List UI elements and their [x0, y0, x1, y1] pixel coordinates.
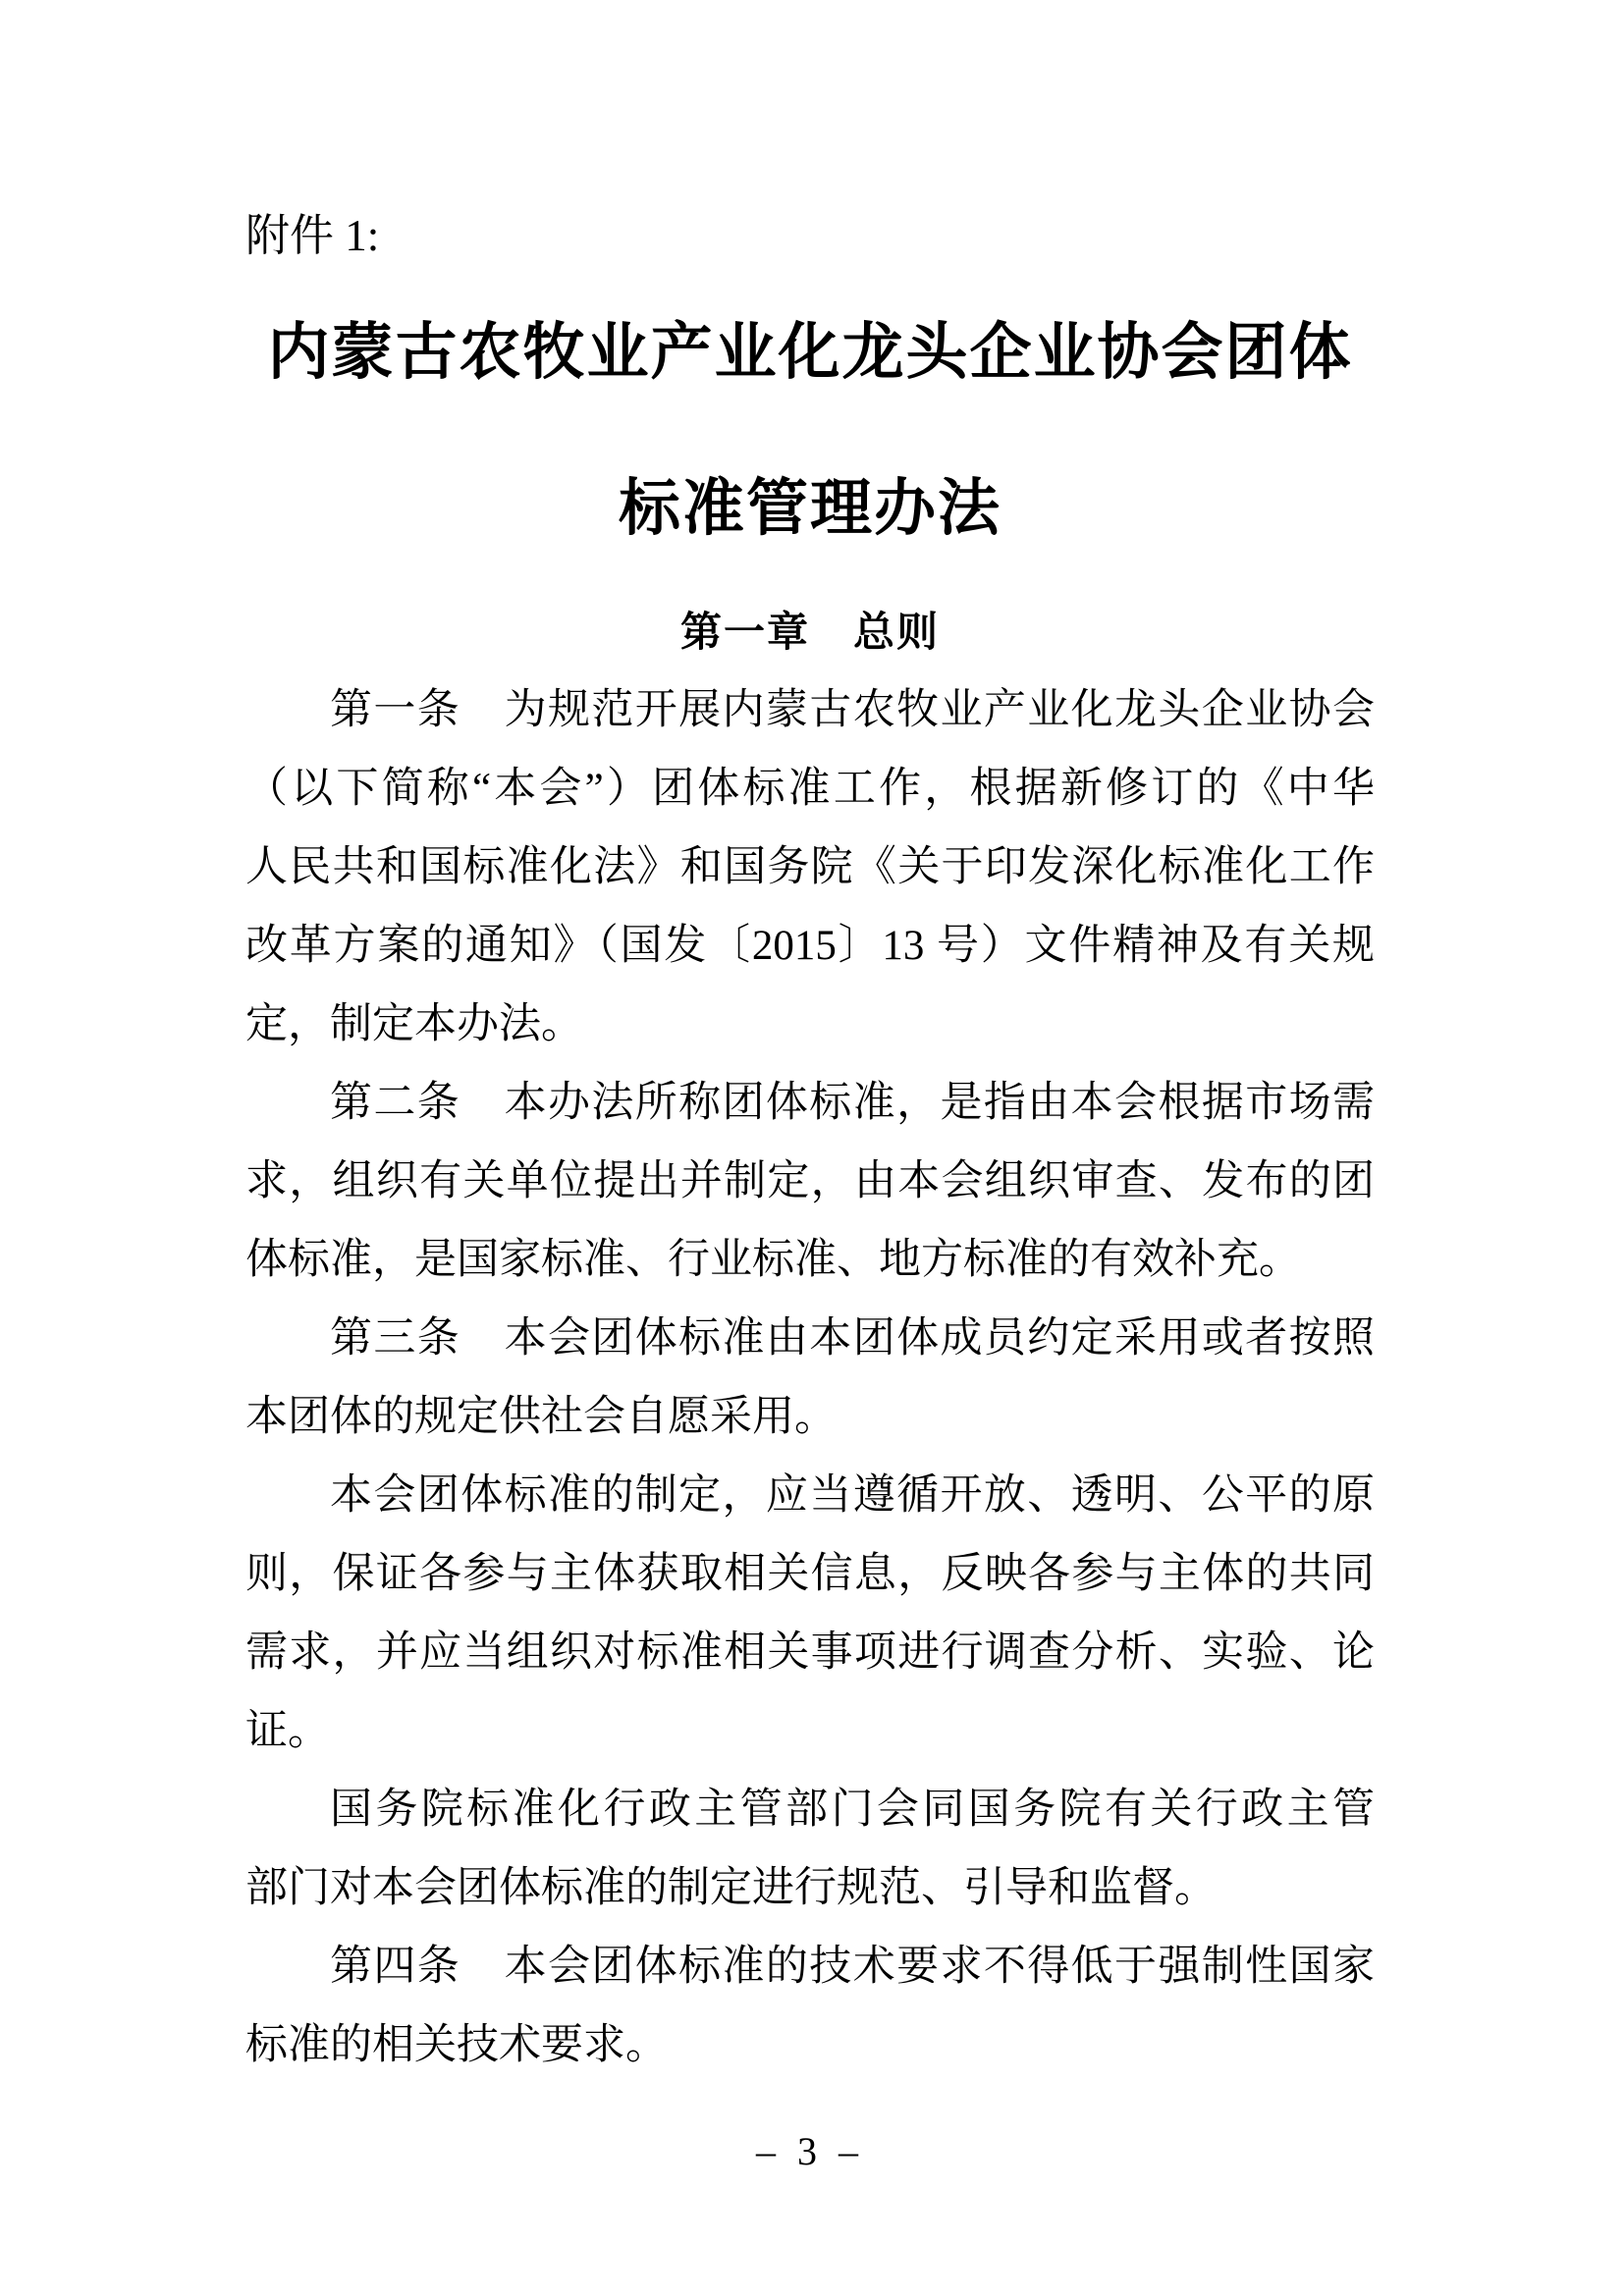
body-line: 第四条 本会团体标准的技术要求不得低于强制性国家	[330, 1944, 1375, 1990]
document-title-line2: 标准管理办法	[619, 474, 1001, 543]
attachment-label: 附件 1:	[245, 211, 380, 260]
body-line: 本团体的规定供社会自愿采用。	[245, 1394, 837, 1440]
document-body	[245, 671, 1375, 2085]
body-line: 需求，并应当组织对标准相关事项进行调查分析、实验、论	[245, 1629, 1375, 1676]
body-line: 本会团体标准的制定，应当遵循开放、透明、公平的原	[330, 1472, 1375, 1519]
body-line: 则，保证各参与主体获取相关信息，反映各参与主体的共同	[245, 1551, 1375, 1597]
chapter-heading: 第一章 总则	[679, 609, 940, 655]
body-line: 第一条 为规范开展内蒙古农牧业产业化龙头企业协会	[330, 687, 1375, 733]
body-line: 第二条 本办法所称团体标准，是指由本会根据市场需	[330, 1080, 1375, 1126]
text-column	[245, 196, 1375, 2181]
body-line: 证。	[245, 1708, 330, 1754]
body-line: 体标准，是国家标准、行业标准、地方标准的有效补充。	[245, 1237, 1301, 1283]
body-line: 改革方案的通知》（国发〔2015〕13 号）文件精神及有关规	[245, 923, 1375, 969]
body-line: 标准的相关技术要求。	[245, 2022, 668, 2068]
body-line: 求，组织有关单位提出并制定，由本会组织审查、发布的团	[245, 1158, 1375, 1204]
body-line: 人民共和国标准化法》和国务院《关于印发深化标准化工作	[245, 844, 1375, 890]
body-line: 定，制定本办法。	[245, 1001, 583, 1047]
body-line: 部门对本会团体标准的制定进行规范、引导和监督。	[245, 1865, 1217, 1911]
page-number: – 3 –	[756, 2129, 864, 2173]
body-line: 第三条 本会团体标准由本团体成员约定采用或者按照	[330, 1315, 1375, 1362]
body-line: （以下简称“本会”）团体标准工作，根据新修订的《中华	[245, 766, 1375, 812]
document-title-line1: 内蒙古农牧业产业化龙头企业协会团体	[267, 318, 1353, 387]
body-line: 国务院标准化行政主管部门会同国务院有关行政主管	[330, 1787, 1375, 1833]
